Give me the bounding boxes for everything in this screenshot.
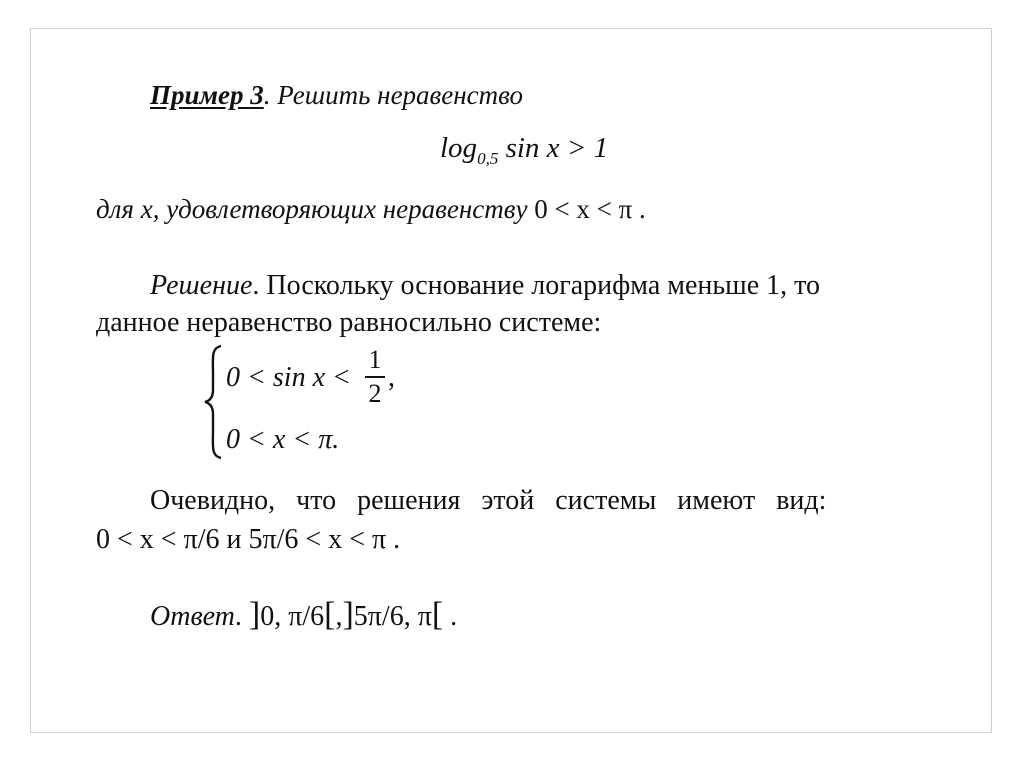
answer-bracket-open-1: ] xyxy=(248,596,261,633)
example-title xyxy=(150,80,523,111)
condition-inequality: 0 < x < π xyxy=(534,194,633,224)
fraction-one-half xyxy=(365,346,385,408)
condition-prefix: для x, удовлетворяющих неравенству xyxy=(96,194,535,224)
system-row-1: 0 < sin x < xyxy=(226,362,351,393)
fraction-numerator: 1 xyxy=(368,345,382,374)
fraction-bar xyxy=(365,376,385,378)
obvious-line-2: 0 < x < π/6 и 5π/6 < x < π . xyxy=(96,524,401,555)
answer-interval-2: 5π/6, π xyxy=(353,601,432,632)
solution-label: Решение xyxy=(150,270,253,301)
answer-bracket-close-1: [ xyxy=(324,596,336,633)
answer-interval-1: 0, π/6 xyxy=(260,601,325,632)
log-base: 0,5 xyxy=(477,148,499,168)
answer-bracket-open-2: ] xyxy=(342,596,354,633)
answer-bracket-close-2: [ xyxy=(431,596,444,633)
fraction-denominator: 2 xyxy=(368,379,382,408)
answer-label: Ответ xyxy=(150,601,235,632)
main-inequality xyxy=(440,132,608,169)
log-body: sin x > 1 xyxy=(498,132,609,164)
system-brace-icon xyxy=(203,344,225,460)
answer-line xyxy=(150,596,457,634)
solution-line1-rest: . Поскольку основание логарифма меньше 1, то xyxy=(252,270,821,301)
condition-suffix: . xyxy=(632,194,646,224)
example-label-suffix: . xyxy=(263,80,271,110)
example-label: Пример 3 xyxy=(150,80,264,110)
system-row-2: 0 < x < π. xyxy=(226,424,340,455)
solution-line-1 xyxy=(150,270,820,302)
answer-end: . xyxy=(443,601,458,632)
solution-line-2: данное неравенство равносильно системе: xyxy=(96,307,602,338)
system-row-1-comma: , xyxy=(388,362,395,393)
example-task: Решить неравенство xyxy=(270,80,523,110)
condition-line xyxy=(96,194,646,225)
answer-comma: , xyxy=(335,601,343,632)
answer-dot: . xyxy=(234,601,242,632)
obvious-line-1: Очевидно, что решения этой системы имеют вид: xyxy=(150,485,827,516)
log-word: log xyxy=(440,132,478,164)
